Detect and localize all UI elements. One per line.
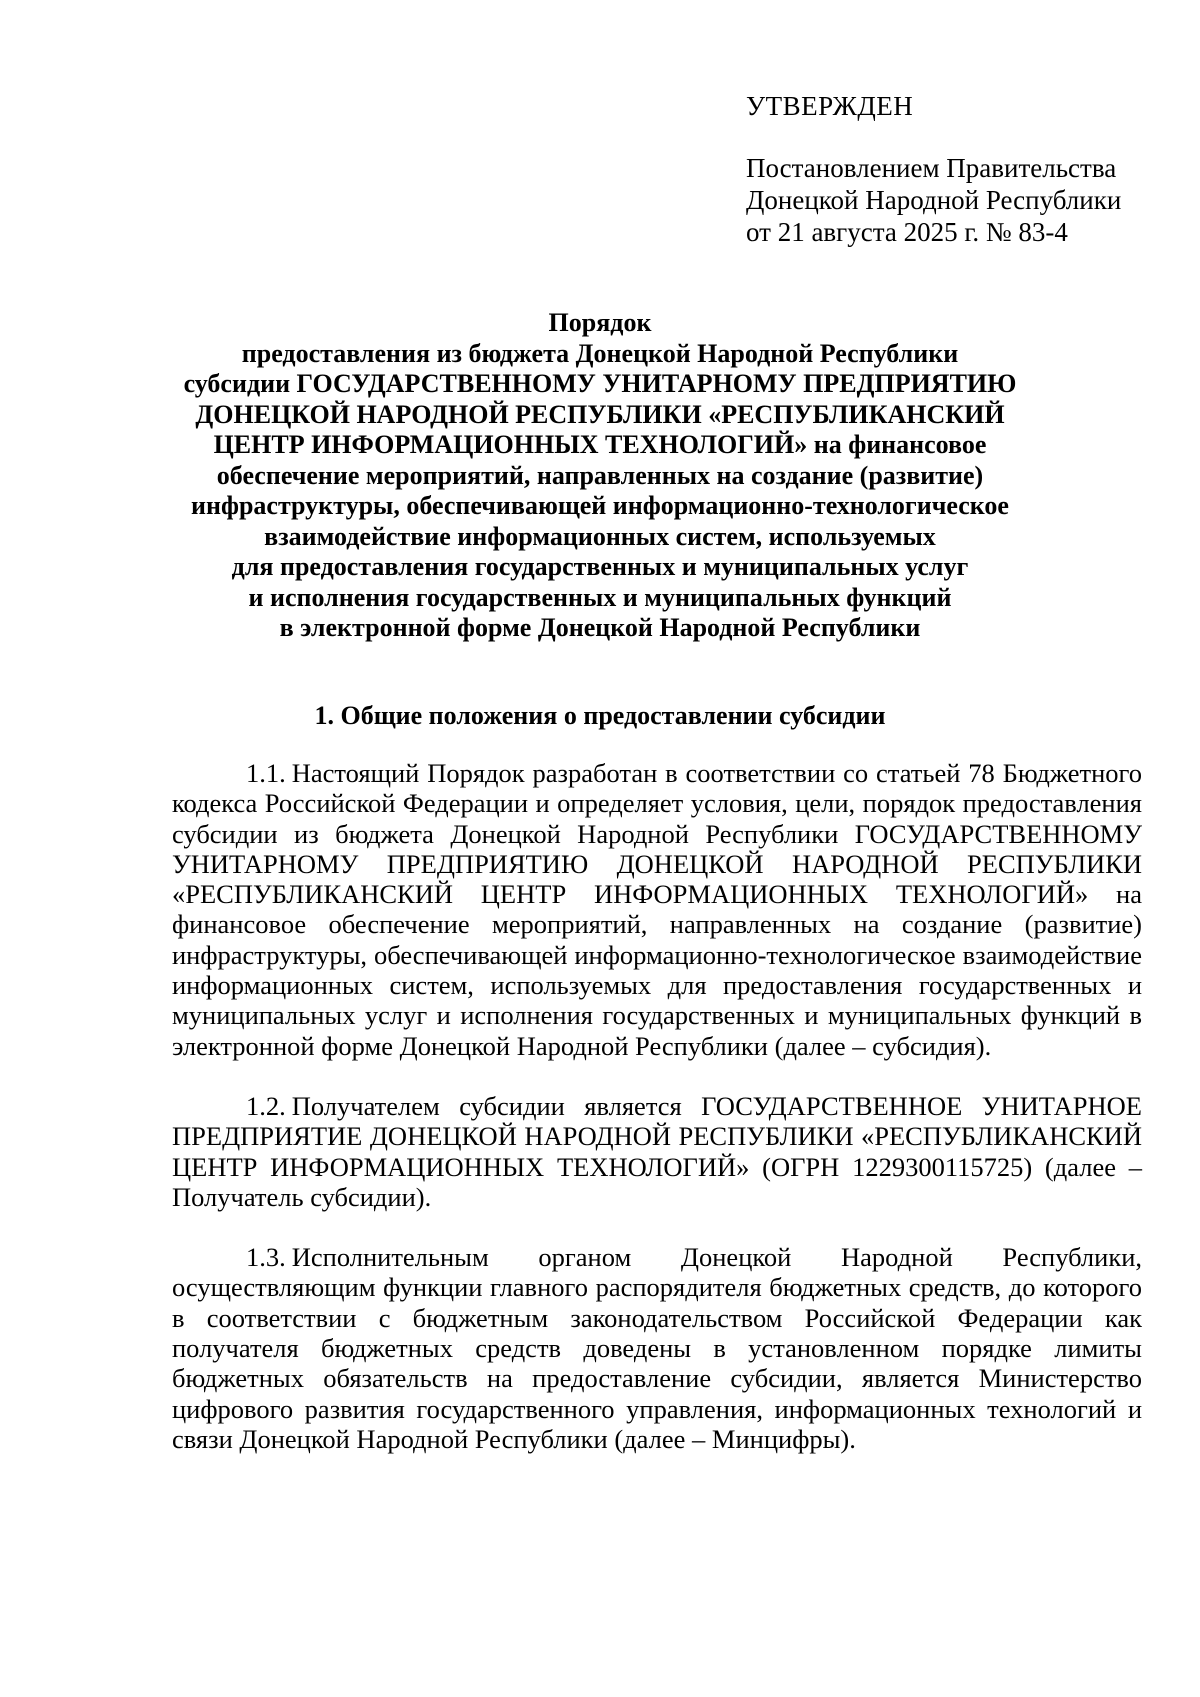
document-title-block xyxy=(150,308,1050,644)
paragraph-1-3 xyxy=(172,1242,1142,1454)
paragraph-1-1 xyxy=(172,758,1142,1061)
paragraph-number: 1.2. xyxy=(246,1090,286,1121)
approved-by-resolution: Постановлением Правительства Донецкой Народной Республики от 21 августа 2025 г. № 83-4 xyxy=(746,153,1122,247)
approval-stamp-block xyxy=(746,90,1166,248)
paragraph-number: 1.3. xyxy=(246,1242,286,1273)
paragraph-number: 1.1. xyxy=(246,758,286,788)
paragraph-text: Получателем субсидии является ГОСУДАРСТВЕННОЕ УНИТАРНОЕ ПРЕДПРИЯТИЕ ДОНЕЦКОЙ НАРОДНОЙ РЕСПУБЛИКИ «РЕСПУБЛИКАНСКИЙ ЦЕНТР ИНФОРМАЦИОННЫХ ТЕХНОЛОГИЙ» (ОГРН 1229300115725) (далее – Получатель субсидии). xyxy=(172,1090,1142,1212)
approved-label: УТВЕРЖДЕН xyxy=(746,91,914,121)
paragraph-text: Настоящий Порядок разработан в соответствии со статьей 78 Бюджетного кодекса Российской Федерации и определяет условия, цели, порядок предоставления субсидии из бюджета Донецкой Народной Республики ГОСУДАРСТВЕННОМУ УНИТАРНОМУ ПРЕДПРИЯТИЮ ДОНЕЦКОЙ НАРОДНОЙ РЕСПУБЛИКИ «РЕСПУБЛИКАНСКИЙ ЦЕНТР ИНФОРМАЦИОННЫХ ТЕХНОЛОГИЙ» на финансовое обеспечение мероприятий, направленных на создание (развитие) инфраструктуры, обеспечивающей информационно-технологическое взаимодействие информационных систем, используемых для предоставления государственных и муниципальных услуг и исполнения государственных и муниципальных функций в электронной форме Донецкой Народной Республики (далее – субсидия). xyxy=(172,758,1142,1061)
paragraph-1-2 xyxy=(172,1091,1142,1212)
section-heading: 1. Общие положения о предоставлении субсидии xyxy=(314,701,886,730)
document-body xyxy=(172,758,1142,1484)
document-subtitle: предоставления из бюджета Донецкой Народной Республики субсидии ГОСУДАРСТВЕННОМУ УНИТАРНОМУ ПРЕДПРИЯТИЮ ДОНЕЦКОЙ НАРОДНОЙ РЕСПУБЛИКИ «РЕСПУБЛИКАНСКИЙ ЦЕНТР ИНФОРМАЦИОННЫХ ТЕХНОЛОГИЙ» на финансовое обеспечение мероприятий, направленных на создание (развитие) инфраструктуры, обеспечивающей информационно-технологическое взаимодействие информационных систем, используемых для предоставления государственных и муниципальных услуг и исполнения государственных и муниципальных функций в электронной форме Донецкой Народной Республики xyxy=(183,338,1017,642)
document-title: Порядок xyxy=(548,308,652,337)
paragraph-text: Исполнительным органом Донецкой Народной Республики, осуществляющим функции главного распорядителя бюджетных средств, до которого в соответствии с бюджетным законодательством Российской Федерации как получателя бюджетных средств доведены в установленном порядке лимиты бюджетных обязательств на предоставление субсидии, является Министерство цифрового развития государственного управления, информационных технологий и связи Донецкой Народной Республики (далее – Минцифры). xyxy=(172,1242,1142,1454)
